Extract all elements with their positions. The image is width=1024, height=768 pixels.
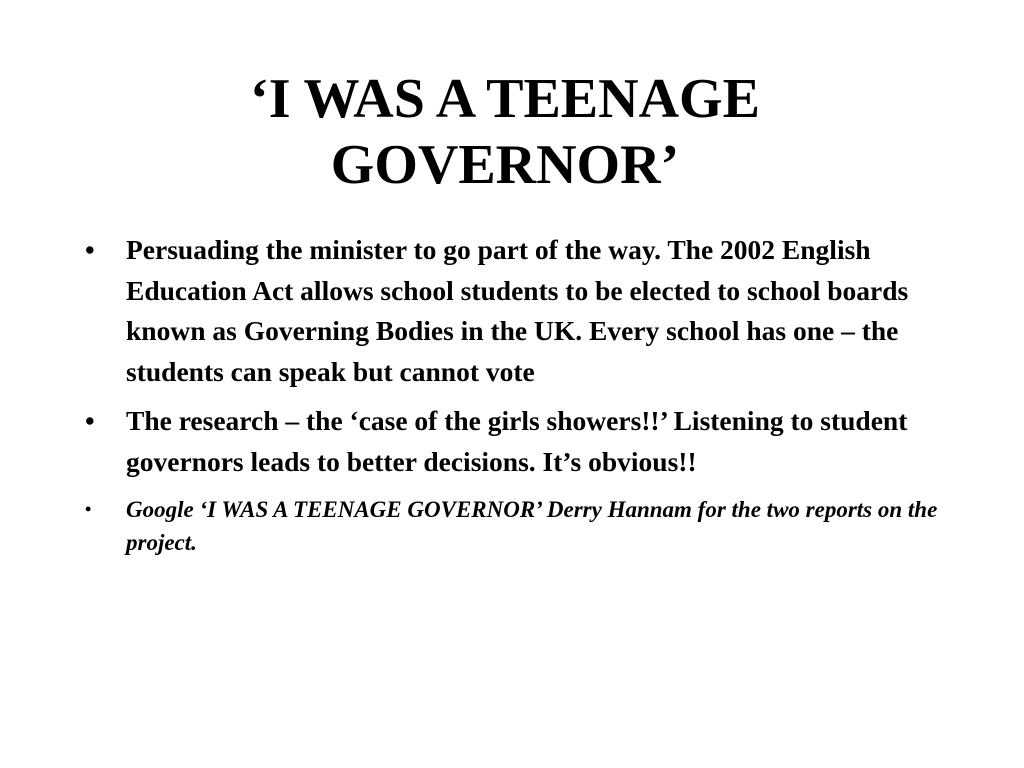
bullet-item-research (85, 401, 955, 482)
slide-title (100, 66, 910, 198)
bullet-text: Google ‘I WAS A TEENAGE GOVERNOR’ Derry Hannam for the two reports on the project. (126, 496, 938, 555)
bullet-icon: • (85, 234, 95, 265)
bullet-icon: • (85, 405, 95, 437)
bullet-item-minister (85, 230, 955, 392)
slide-title-line-2: GOVERNOR’ (330, 134, 680, 196)
bullet-list (85, 230, 955, 568)
bullet-text: The research – the ‘case of the girls showers!!’ Listening to student governors leads to better decisions. It’s obvious!! (126, 405, 908, 477)
bullet-item-google-reference (85, 493, 955, 559)
slide-title-line-1: ‘I WAS A TEENAGE (250, 68, 760, 130)
bullet-icon: • (85, 498, 92, 519)
bullet-text: Persuading the minister to go part of the way. The 2002 English Education Act allows school students to be elected to school boards known as Governing Bodies in the UK. Every school has one – the students can speak but cannot vote (126, 234, 909, 387)
